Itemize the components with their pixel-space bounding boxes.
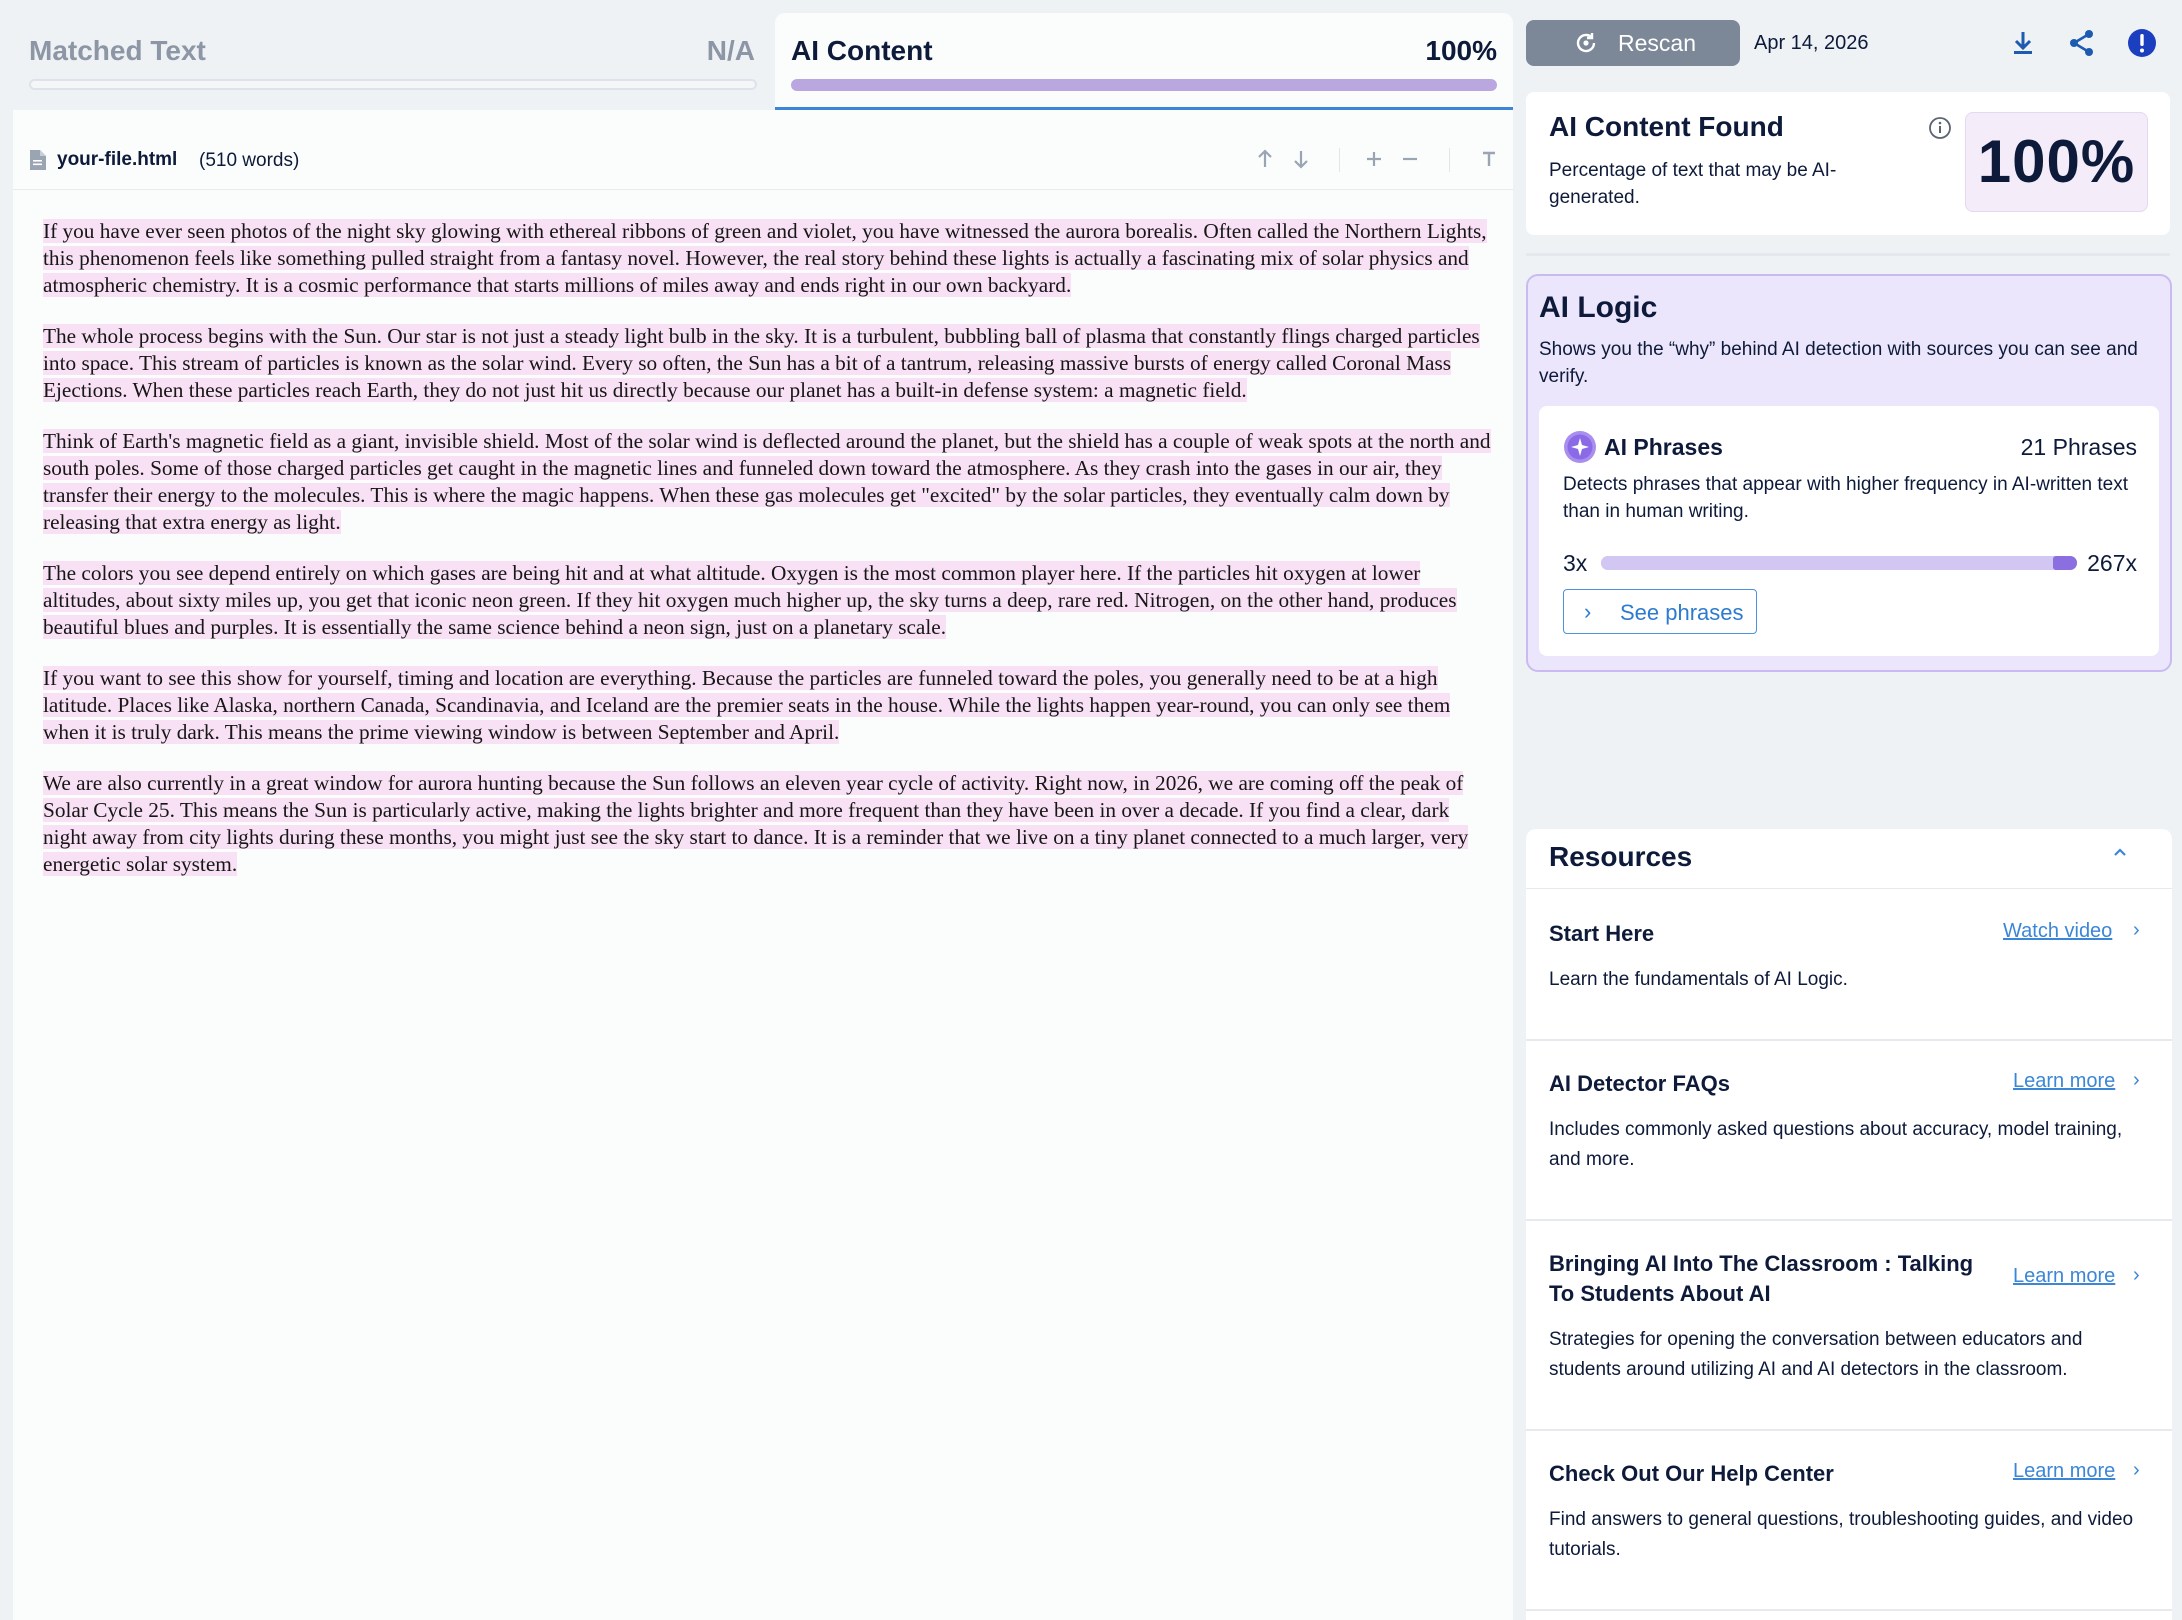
resource-title: AI Detector FAQs — [1549, 1071, 1730, 1096]
document-panel — [13, 13, 1513, 1620]
resource-description: Learn the fundamentals of AI Logic. — [1549, 969, 1848, 990]
file-bar — [13, 128, 1513, 190]
ai-progress-bar — [791, 79, 1497, 91]
chevron-right-icon: › — [2133, 1069, 2140, 1091]
paragraph — [43, 770, 1498, 878]
rescan-label: Rescan — [1618, 30, 1696, 56]
ai-highlight: The colors you see depend entirely on which gases are being hit and at what altitude. Oxygen is the most common player here. If the particles hit oxygen at lower altitudes, about sixty miles up, you get that iconic neon green. If they hit oxygen much higher up, the sky turns a deep, rare red. Nitrogen, on the other hand, produces beautiful blues and purples. It is essentially the same science behind a neon sign, just on a planetary scale. — [43, 561, 1457, 639]
alert-icon[interactable] — [2125, 26, 2159, 60]
logic-title: AI Logic — [1539, 291, 1658, 324]
resource-item — [1526, 1221, 2172, 1431]
ai-percentage: 100% — [1977, 128, 2136, 195]
arrow-down-icon[interactable] — [1288, 146, 1314, 172]
chevron-right-icon: › — [2133, 919, 2140, 941]
download-icon[interactable] — [2006, 26, 2040, 60]
paragraph — [43, 218, 1498, 299]
chevron-right-icon: › — [2133, 1459, 2140, 1481]
phrases-count: 21 Phrases — [2020, 434, 2137, 460]
found-title: AI Content Found — [1549, 111, 1784, 142]
chevron-right-icon: › — [2133, 1264, 2140, 1286]
frequency-range-fill — [1601, 556, 2077, 570]
scan-date: Apr 14, 2026 — [1754, 32, 1869, 54]
matched-progress-bar — [29, 79, 757, 90]
resource-item — [1526, 1041, 2172, 1221]
phrases-description: Detects phrases that appear with higher frequency in AI-written text than in human writing. — [1563, 474, 2129, 522]
chevron-right-icon: › — [1584, 599, 1592, 624]
resource-description: Includes commonly asked questions about accuracy, model training, and more. — [1549, 1119, 2123, 1170]
ai-logic-card — [1526, 274, 2172, 672]
found-description: Percentage of text that may be AI-generated. — [1549, 160, 1837, 208]
rescan-button[interactable] — [1526, 20, 1740, 66]
resource-item — [1526, 891, 2172, 1041]
resource-title: Bringing AI Into The Classroom : Talking To Students About AI — [1549, 1251, 1974, 1306]
resource-item — [1526, 1431, 2172, 1611]
tab-matched-title: Matched Text — [29, 35, 206, 66]
ai-highlight: Think of Earth's magnetic field as a giant, invisible shield. Most of the solar wind is deflected around the planet, but the shield has a couple of weak spots at the north and south poles. Some of those charged particles get caught in the magnetic lines and funneled down toward the atmosphere. As they crash into the gases in our air, they transfer their energy to the molecules. This is where the magic happens. When these gas molecules get "excited" by the solar particles, they eventually calm down by releasing that extra energy as light. — [43, 429, 1491, 534]
logic-description: Shows you the “why” behind AI detection with sources you can see and verify. — [1539, 339, 2138, 387]
right-topbar — [1526, 20, 2182, 68]
tab-ai-title: AI Content — [791, 35, 933, 66]
resource-title: Start Here — [1549, 921, 1655, 946]
word-count: (510 words) — [199, 150, 300, 171]
ai-highlight: We are also currently in a great window for aurora hunting because the Sun follows an eleven year cycle of activity. Right now, in 2026, we are coming off the peak of Solar Cycle 25. This means the Sun is particularly active, making the lights brighter and more frequent than they have been in over a decade. If you find a clear, dark night away from city lights during these months, you might just see the sky start to dance. It is a reminder that we live on a tiny planet connected to a much larger, very energetic solar system. — [43, 771, 1469, 876]
tab-ai-content[interactable] — [775, 13, 1513, 110]
result-tabs — [13, 13, 1513, 110]
phrases-title: AI Phrases — [1604, 434, 1723, 460]
info-icon[interactable] — [1928, 116, 1952, 140]
learn-more-link[interactable]: Learn more — [2013, 1460, 2116, 1482]
resource-title: Check Out Our Help Center — [1549, 1461, 1834, 1486]
learn-more-link[interactable]: Learn more — [2013, 1070, 2116, 1092]
sparkle-icon — [1563, 430, 1597, 464]
frequency-marker — [2053, 556, 2077, 570]
zoom-in-icon[interactable] — [1361, 146, 1387, 172]
see-phrases-button[interactable] — [1563, 589, 1757, 634]
refresh-icon — [1574, 31, 1598, 55]
resources-title: Resources — [1549, 841, 1693, 872]
frequency-range-bar — [1601, 556, 2077, 570]
paragraph — [43, 428, 1498, 536]
ai-content-found-card — [1526, 92, 2170, 235]
resource-description: Strategies for opening the conversation between educators and students around utilizing AI and AI detectors in the classroom. — [1549, 1329, 2083, 1380]
toolbar-divider — [1449, 148, 1450, 172]
section-divider — [1526, 253, 2170, 256]
paragraph — [43, 665, 1498, 746]
paragraph — [43, 323, 1498, 404]
chevron-up-icon[interactable] — [2111, 843, 2129, 867]
file-name: your-file.html — [57, 149, 178, 170]
frequency-min: 3x — [1563, 550, 1588, 576]
zoom-out-icon[interactable] — [1397, 146, 1423, 172]
learn-more-link[interactable]: Learn more — [2013, 1265, 2116, 1287]
file-icon — [29, 149, 47, 171]
frequency-max: 267x — [2087, 550, 2137, 576]
arrow-up-icon[interactable] — [1252, 146, 1278, 172]
tab-matched-value: N/A — [706, 35, 755, 66]
watch-video-link[interactable]: Watch video — [2003, 920, 2113, 942]
toolbar-divider — [1339, 148, 1340, 172]
ai-highlight: If you have ever seen photos of the night sky glowing with ethereal ribbons of green and violet, you have witnessed the aurora borealis. Often called the Northern Lights, this phenomenon feels like something pulled straight from a fantasy novel. However, the real story behind these lights is actually a fascinating mix of solar physics and atmospheric chemistry. It is a cosmic performance that starts millions of miles away and ends right in our own backyard. — [43, 219, 1487, 297]
resource-description: Find answers to general questions, troubleshooting guides, and video tutorials. — [1549, 1509, 2134, 1560]
ai-highlight: If you want to see this show for yourself, timing and location are everything. Because the particles are funneled toward the poles, you generally need to be at a high latitude. Places like Alaska, northern Canada, Scandinavia, and Iceland are the premier seats in the house. While the lights happen year-round, you can only see them when it is truly dark. This means the prime viewing window is between September and April. — [43, 666, 1451, 744]
ai-highlight: The whole process begins with the Sun. Our star is not just a steady light bulb in the sky. It is a turbulent, bubbling ball of plasma that constantly flings charged particles into space. This stream of particles is known as the solar wind. Every so often, the Sun has a bit of a tantrum, releasing massive bursts of energy called Coronal Mass Ejections. When these particles reach Earth, they do not just hit us directly because our planet has a built-in defense system: a magnetic field. — [43, 324, 1480, 402]
ai-phrases-card — [1539, 406, 2159, 656]
see-phrases-label: See phrases — [1620, 600, 1744, 625]
tab-ai-value: 100% — [1425, 35, 1497, 66]
paragraph — [43, 560, 1498, 641]
ai-percentage-box — [1965, 112, 2148, 212]
document-body — [43, 218, 1498, 902]
text-format-icon[interactable] — [1476, 146, 1502, 172]
resources-card — [1526, 829, 2172, 1620]
share-icon[interactable] — [2065, 26, 2099, 60]
resources-header[interactable] — [1526, 829, 2172, 889]
tab-matched-text[interactable] — [13, 13, 771, 110]
